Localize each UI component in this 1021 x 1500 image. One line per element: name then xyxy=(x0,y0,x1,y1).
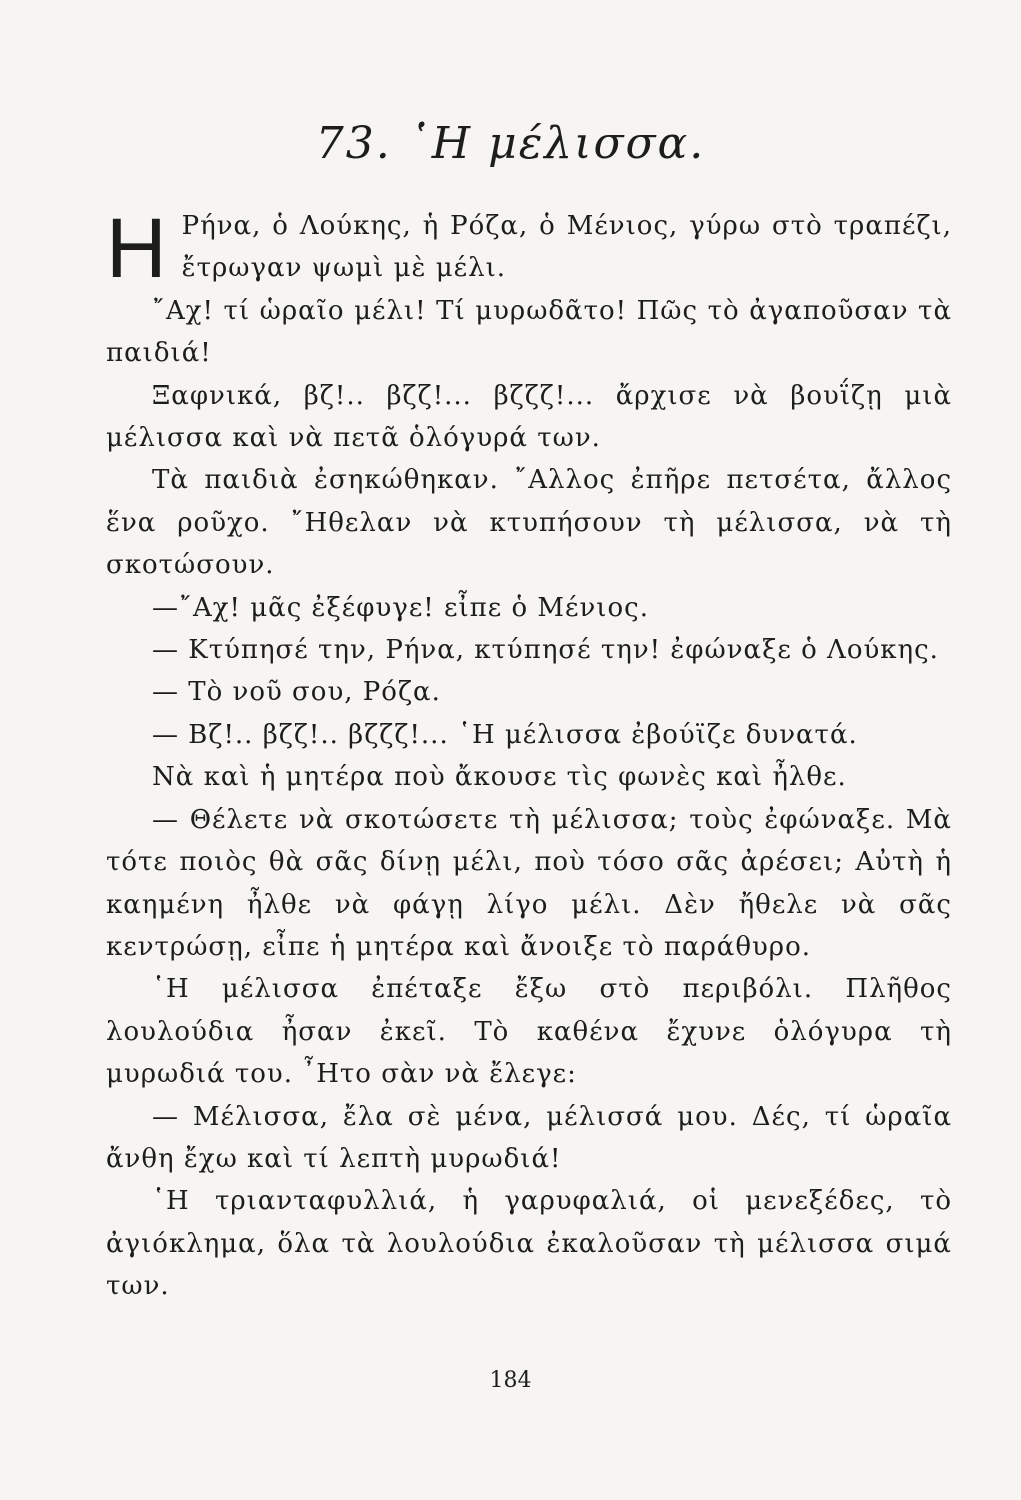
paragraph: Νὰ καὶ ἡ μητέρα ποὺ ἄκουσε τὶς φωνὲς καὶ ἦλθε. xyxy=(152,762,847,793)
paragraph: Η Ρήνα, ὁ Λούκης, ἡ Ρόζα, ὁ Μένιος, γύρω στὸ τραπέζι, ἔτρωγαν ψωμὶ μὲ μέλι. xyxy=(106,201,952,295)
paragraph: — Κτύπησέ την, Ρήνα, κτύπησέ την! ἐφώναξε ὁ Λούκης. xyxy=(152,635,939,666)
paragraph: — Βζ!.. βζζ!.. βζζζ!... ῾Η μέλισσα ἐβούϊζε δυνατά. xyxy=(152,719,858,750)
paragraph: ῾Η μέλισσα ἐπέταξε ἔξω στὸ περιβόλι. Πλῆθος λουλούδια ἦσαν ἐκεῖ. Τὸ καθένα ἔχυνε ὁλόγυρα τὴ μυρωδιά του. ῏Ητο σὰν νὰ ἔλεγε: xyxy=(106,974,952,1090)
drop-cap: Η xyxy=(106,201,168,295)
paragraph: ῎Αχ! τί ὡραῖο μέλι! Τί μυρωδᾶτο! Πῶς τὸ ἀγαποῦσαν τὰ παιδιά! xyxy=(106,295,952,369)
paragraph: ῾Η τριανταφυλλιά, ἡ γαρυφαλιά, οἱ μενεξέδες, τὸ ἀγιόκλημα, ὅλα τὰ λουλούδια ἐκαλοῦσαν τὴ μέλισσα σιμά των. xyxy=(106,1186,952,1302)
paragraph: Τὰ παιδιὰ ἐσηκώθηκαν. ῎Αλλος ἐπῆρε πετσέτα, ἄλλος ἕνα ροῦχο. ῎Ηθελαν νὰ κτυπήσουν τὴ μέλισσα, νὰ τὴ σκοτώσουν. xyxy=(106,465,952,581)
paragraph: — Μέλισσα, ἔλα σὲ μένα, μέλισσά μου. Δές, τί ὡραῖα ἄνθη ἔχω καὶ τί λεπτὴ μυρωδιά! xyxy=(106,1101,952,1174)
page-number: 184 xyxy=(489,1368,532,1393)
body-text xyxy=(106,201,952,1308)
paragraph: — Τὸ νοῦ σου, Ρόζα. xyxy=(152,677,441,708)
paragraph: Ξαφνικά, βζ!.. βζζ!... βζζζ!... ἄρχισε νὰ βουΐζῃ μιὰ μέλισσα καὶ νὰ πετᾶ ὁλόγυρά των. xyxy=(106,380,952,454)
paragraph: —῎Αχ! μᾶς ἐξέφυγε! εἶπε ὁ Μένιος. xyxy=(152,592,649,623)
chapter-title: 73. ῾Η μέλισσα. xyxy=(315,118,706,169)
paragraph: — Θέλετε νὰ σκοτώσετε τὴ μέλισσα; τοὺς ἐφώναξε. Μὰ τότε ποιὸς θὰ σᾶς δίνῃ μέλι, ποὺ τόσο σᾶς ἀρέσει; Αὐτὴ ἡ καημένη ἦλθε νὰ φάγῃ λίγο μέλι. Δὲν ἤθελε νὰ σᾶς κεντρώσῃ, εἶπε ἡ μητέρα καὶ ἄνοιξε τὸ παράθυρο. xyxy=(106,804,952,962)
